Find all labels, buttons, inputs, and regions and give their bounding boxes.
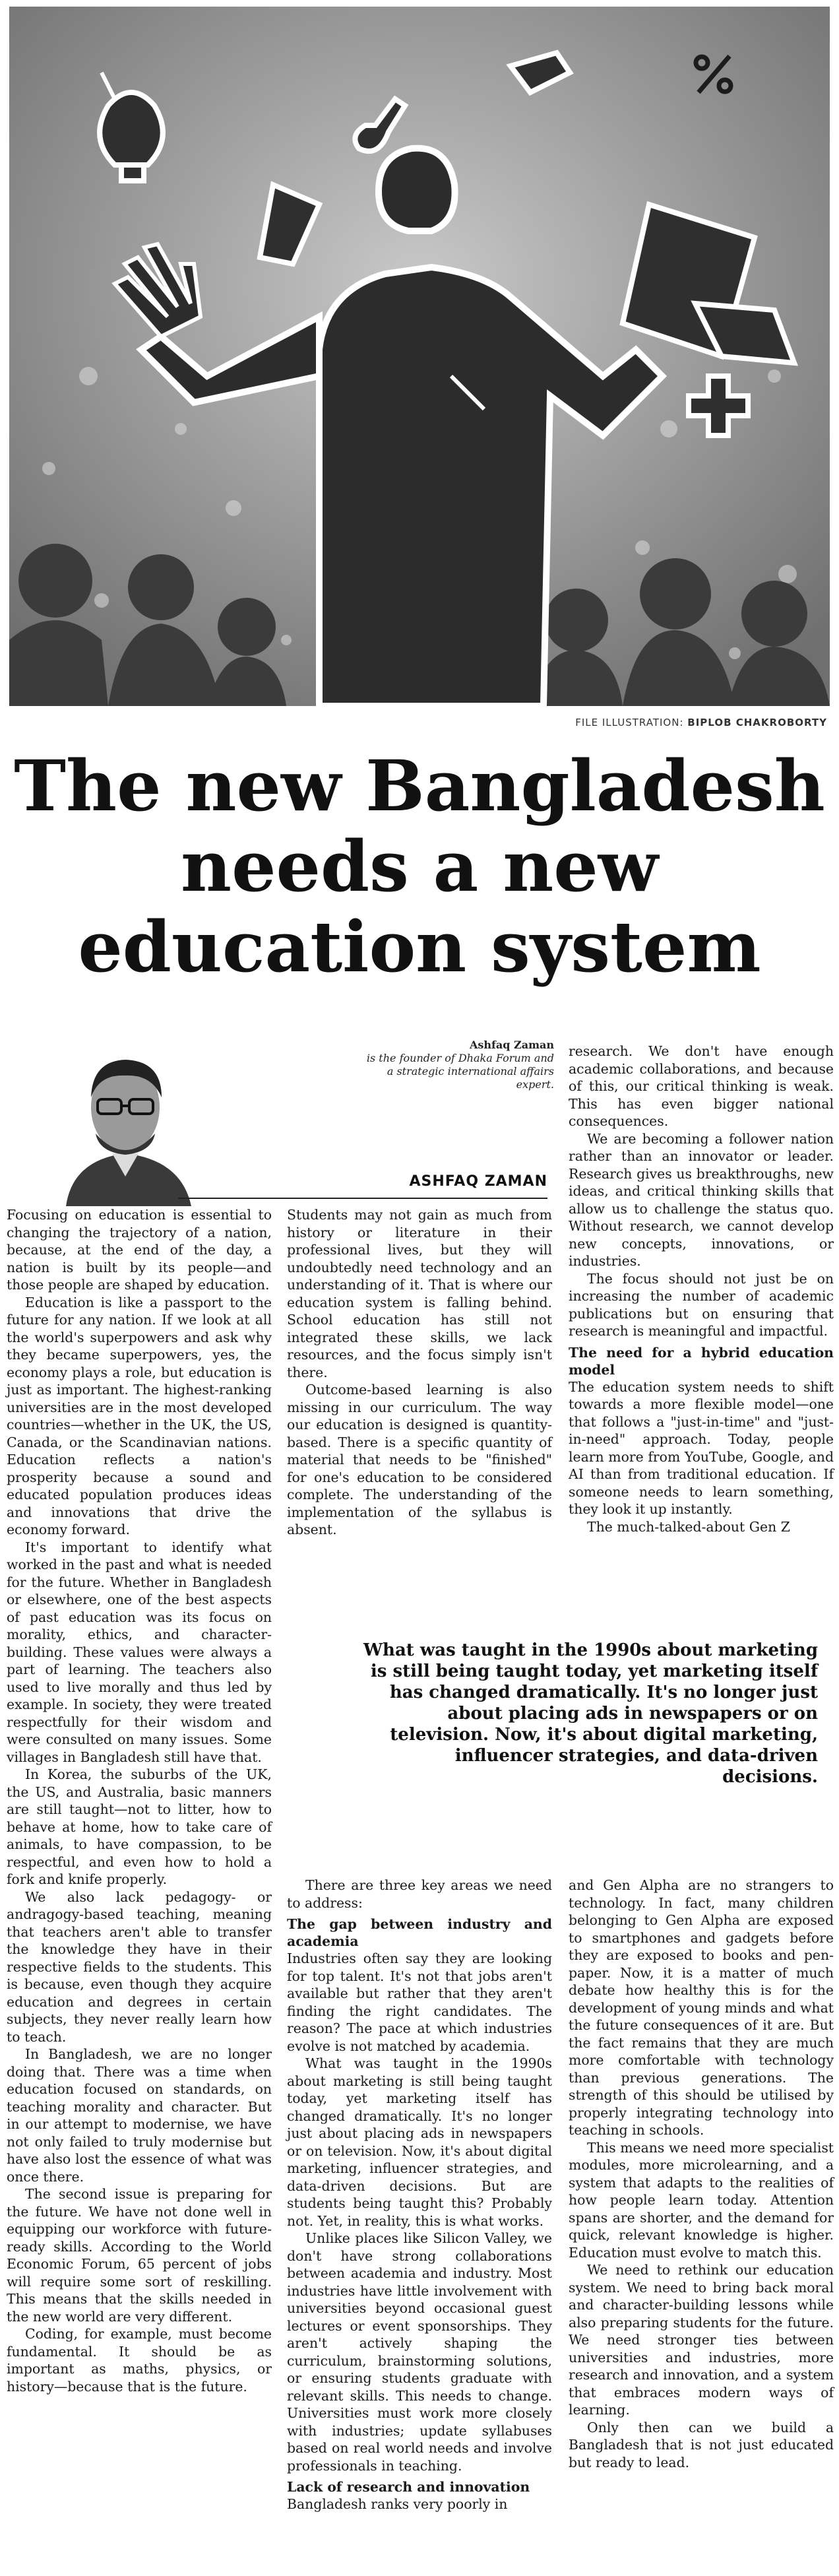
subheading: The gap between industry and academia [287,1916,552,1949]
paragraph: In Bangladesh, we are no longer doing that. There was a time when education focused on standards, on teaching morality and character. But in our attempt to modernise, we have not only failed to truly modernise but have also lost the essence of what was once there. [7,2046,272,2185]
subheading: The need for a hybrid education model [569,1344,834,1378]
paragraph: In Korea, the suburbs of the UK, the US, and Australia, basic manners are still taught—not to litter, how to behave at home, how to take care of animals, to have compassion, to be respectful, and even how to hold a fork and knife properly. [7,1766,272,1887]
photo-credit-name: BIPLOB CHAKROBORTY [687,717,827,728]
paragraph: This means we need more specialist modules, more microlearning, and a system that adapts to the realities of how people learn today. Attention spans are shorter, and the demand for quick, relevant knowledge is higher. Education must evolve to match this. [569,2139,834,2261]
author-photo [53,1035,198,1206]
paragraph: Focusing on education is essential to changing the trajectory of a nation, because, at the end of the day, a nation is built by its people—and those people are shaped by education. [7,1207,272,1293]
article-column-1 [7,1206,272,2395]
paragraph: Coding, for example, must become fundamental. It should be as important as maths, physics, or history—because that is the future. [7,2326,272,2395]
photo-credit [575,717,827,728]
paragraph: research. We don't have enough academic collaborations, and because of this, our critical thinking is weak. This has even bigger national consequences. [569,1043,834,1129]
paragraph: It's important to identify what worked in the past and what is needed for the future. Whether in Bangladesh or elsewhere, one of the best aspects of past education was its focus on morality, ethics, and character-building. These values were always a part of learning. The teachers also used to live morally and thus led by example. In society, they were treated respectfully for their wisdom and were consulted on many issues. Some villages in Bangladesh still have that. [7,1539,272,1765]
author-bio-name: Ashfaq Zaman [469,1039,554,1051]
hero-illustration [9,7,830,706]
paragraph: Bangladesh ranks very poorly in [287,2496,508,2512]
paragraph: What was taught in the 1990s about marketing is still being taught today, yet marketing itself has changed dramatically. It's no longer just about placing ads in newspapers or on television. Now, it's about digital marketing, influencer strategies, and data-driven decisions. But are students being taught this? Probably not. Yet, in reality, this is what works. [287,2055,552,2229]
author-bio-text: is the founder of Dhaka Forum and a strategic international affairs expert. [366,1052,554,1091]
paragraph: There are three key areas we need to address: [287,1877,552,1911]
headline-line-2: needs a new [181,825,658,907]
article-column-2-top [287,1206,552,1539]
author-bio [363,1039,554,1091]
headline [9,746,830,987]
headline-line-1: The new Bangladesh [14,744,825,827]
paragraph: The focus should not just be on increasing the number of academic publications but on ensuring that research is meaningful and impactful. [569,1270,834,1339]
paragraph: We need to rethink our education system. We need to bring back moral and character-building lessons while also preparing students for the future. We need stronger ties between universities and industries, more research and innovation, and a system that embraces modern ways of learning. [569,2262,834,2418]
paragraph: Students may not gain as much from history or literature in their professional lives, but they will undoubtedly need technology and an understanding of it. That is where our education system is falling behind. School education has still not integrated these skills, we lack resources, and the focus simply isn't there. [287,1207,552,1380]
paragraph: We also lack pedagogy- or andragogy-based teaching, meaning that teachers aren't able to transfer the knowledge they have in their respective fields to the students. This is because, even though they acquire education and degrees in certain subjects, they never really learn how to teach. [7,1888,272,2045]
paragraph: The education system needs to shift towards a more flexible model—one that follows a "just-in-time" and "just-in-need" approach. Today, people learn more from YouTube, Google, and AI than from traditional education. If someone needs to learn something, they look it up instantly. [569,1378,834,1517]
article-column-2-bottom [287,1877,552,2513]
article-column-3-bottom [569,1877,834,2471]
article-column-3-top [569,1043,834,1535]
paragraph: Industries often say they are looking for top talent. It's not that jobs aren't available but rather that they aren't finding the right candidates. The reason? The pace at which industries evolve is not matched by academia. [287,1950,552,2054]
subheading: Lack of research and innovation [287,2479,530,2495]
paragraph: Education is like a passport to the future for any nation. If we look at all the world's superpowers and ask why they became superpowers, yes, the economy plays a role, but education is just as important. The highest-ranking universities are in the most developed countries—whether in the UK, the US, Canada, or the Scandinavian nations. Education reflects a nation's prosperity because a sound and educated population produces ideas and innovations that drive the economy forward. [7,1294,272,1537]
byline: ASHFAQ ZAMAN [409,1173,547,1190]
headline-line-3: education system [78,905,761,988]
pull-quote: What was taught in the 1990s about marketing is still being taught today, yet marketing itself has changed dramatically. It's no longer just about placing ads in newspapers or on television. Now, it's about digital marketing, influencer strategies, and data-driven decisions. [363,1640,818,1787]
paragraph: and Gen Alpha are no strangers to technology. In fact, many children belonging to Gen Alpha are exposed to smartphones and gadgets before they are exposed to books and pen-paper. Now, it is a matter of much debate how healthy this is for the development of young minds and what the future consequences of it are. But the fact remains that they are much more comfortable with technology than previous generations. The strength of this should be utilised by properly integrating technology into teaching in schools. [569,1877,834,2138]
paragraph: Unlike places like Silicon Valley, we don't have strong collaborations between academia and industry. Most industries have little involvement with universities beyond occasional guest lectures or event sponsorships. They aren't actively shaping the curriculum, brainstorming solutions, or ensuring students graduate with relevant skills. This needs to change. Universities must work more closely with industries; update syllabuses based on real world needs and involve professionals in teaching. [287,2230,552,2474]
paragraph: We are becoming a follower nation rather than an innovator or leader. Research gives us breakthroughs, new ideas, and critical thinking skills that allow us to challenge the status quo. Without research, we cannot develop new concepts, innovations, or industries. [569,1130,834,1269]
byline-rule [178,1198,547,1199]
paragraph: The much-talked-about Gen Z [587,1518,790,1535]
paragraph: The second issue is preparing for the future. We have not done well in equipping our workforce with future-ready skills. According to the World Economic Forum, 65 percent of jobs will require some sort of reskilling. This means that the skills needed in the new world are very different. [7,2186,272,2325]
paragraph: Only then can we build a Bangladesh that is not just educated but ready to lead. [569,2419,834,2470]
photo-credit-prefix: FILE ILLUSTRATION: [575,717,684,728]
paragraph: Outcome-based learning is also missing in our curriculum. The way our education is designed is quantity-based. There is a specific quantity of material that needs to be "finished" for one's education to be considered complete. The understanding of the implementation of the syllabus is absent. [287,1382,552,1537]
